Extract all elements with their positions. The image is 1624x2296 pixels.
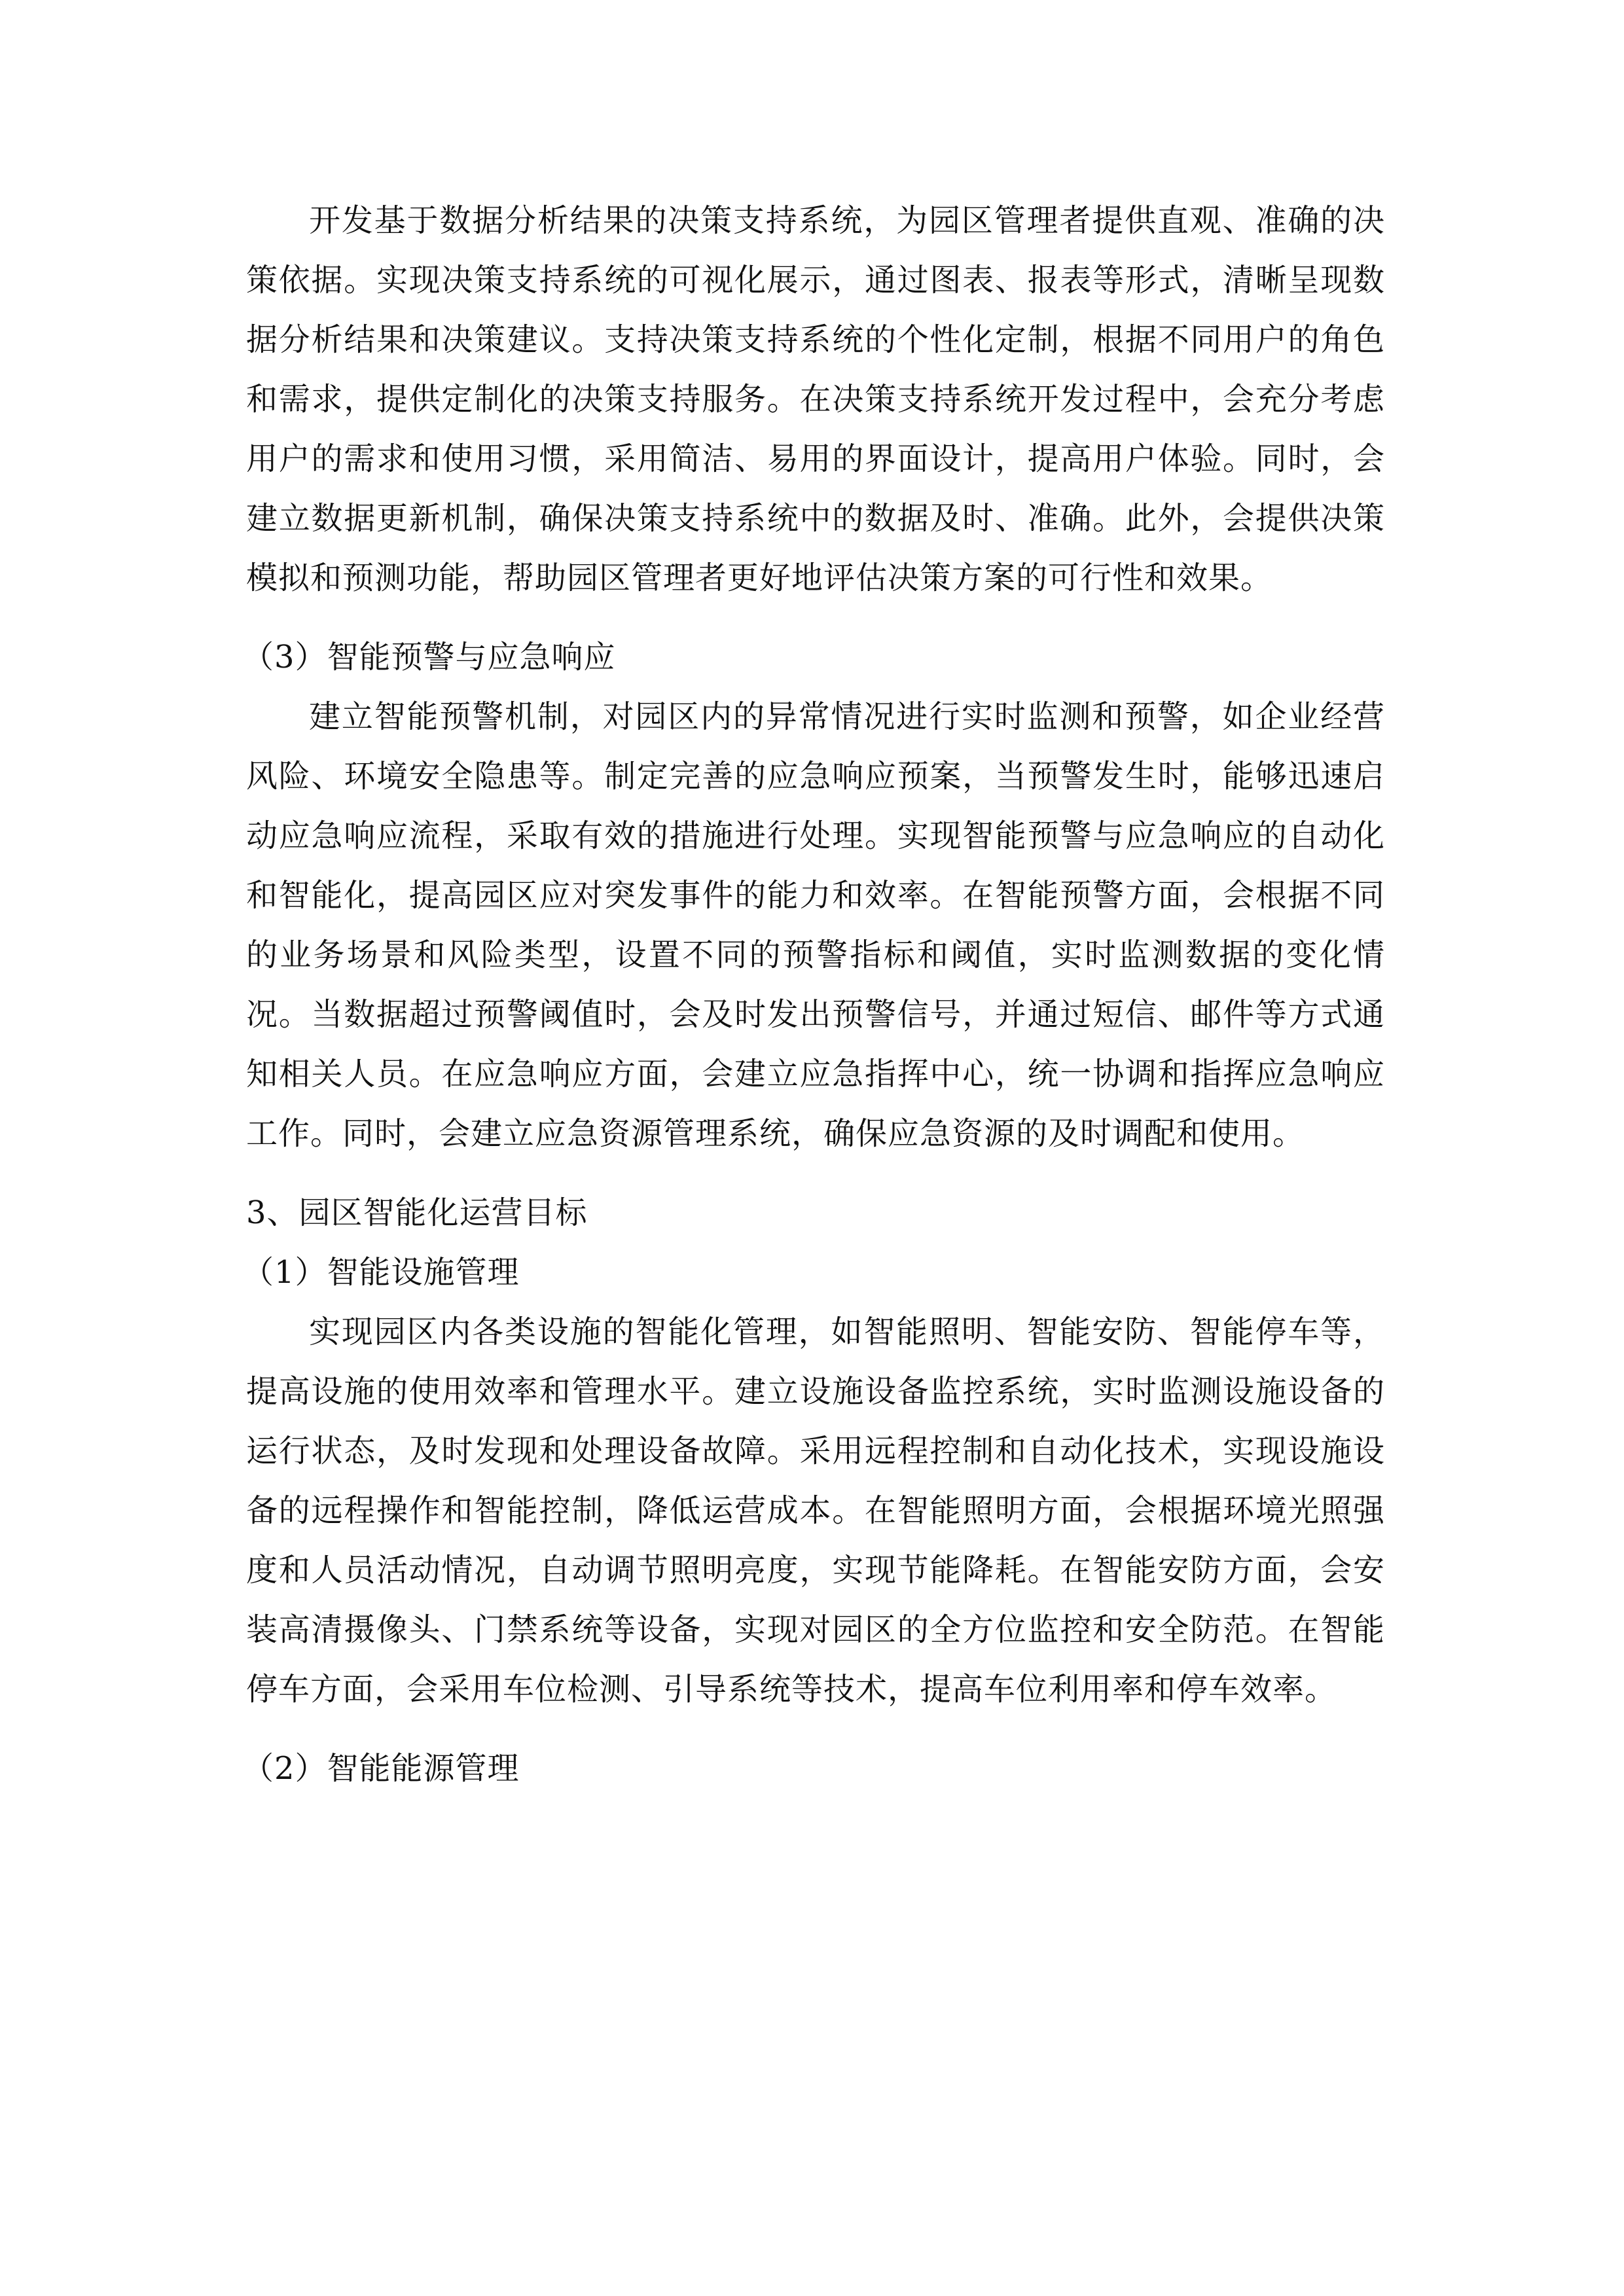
paragraph-smart-warning: 建立智能预警机制，对园区内的异常情况进行实时监测和预警，如企业经营风险、环境安全隐患等。制定完善的应急响应预案，当预警发生时，能够迅速启动应急响应流程，采取有效的措施进行处理。实现智能预警与应急响应的自动化和智能化，提高园区应对突发事件的能力和效率。在智能预警方面，会根据不同的业务场景和风险类型，设置不同的预警指标和阈值，实时监测数据的变化情况。当数据超过预警阈值时，会及时发出预警信号，并通过短信、邮件等方式通知相关人员。在应急响应方面，会建立应急指挥中心，统一协调和指挥应急响应工作。同时，会建立应急资源管理系统，确保应急资源的及时调配和使用。 [246, 698, 1385, 1152]
spacer [246, 608, 1385, 628]
paragraph-decision-support: 开发基于数据分析结果的决策支持系统，为园区管理者提供直观、准确的决策依据。实现决策支持系统的可视化展示，通过图表、报表等形式，清晰呈现数据分析结果和决策建议。支持决策支持系统的个性化定制，根据不同用户的角色和需求，提供定制化的决策支持服务。在决策支持系统开发过程中，会充分考虑用户的需求和使用习惯，采用简洁、易用的界面设计，提高用户体验。同时，会建立数据更新机制，确保决策支持系统中的数据及时、准确。此外，会提供决策模拟和预测功能，帮助园区管理者更好地评估决策方案的可行性和效果。 [246, 202, 1385, 596]
spacer [246, 1164, 1385, 1183]
heading-section-3: 3、园区智能化运营目标 [246, 1194, 588, 1231]
heading-smart-energy: （2）智能能源管理 [242, 1750, 520, 1787]
spacer [246, 1719, 1385, 1739]
heading-smart-facility: （1）智能设施管理 [242, 1254, 520, 1291]
paragraph-smart-facility: 实现园区内各类设施的智能化管理，如智能照明、智能安防、智能停车等，提高设施的使用效率和管理水平。建立设施设备监控系统，实时监测设施设备的运行状态，及时发现和处理设备故障。采用远程控制和自动化技术，实现设施设备的远程操作和智能控制，降低运营成本。在智能照明方面，会根据环境光照强度和人员活动情况，自动调节照明亮度，实现节能降耗。在智能安防方面，会安装高清摄像头、门禁系统等设备，实现对园区的全方位监控和安全防范。在智能停车方面，会采用车位检测、引导系统等技术，提高车位利用率和停车效率。 [246, 1314, 1385, 1708]
page-content [242, 191, 1385, 1799]
heading-smart-warning: （3）智能预警与应急响应 [242, 639, 616, 675]
